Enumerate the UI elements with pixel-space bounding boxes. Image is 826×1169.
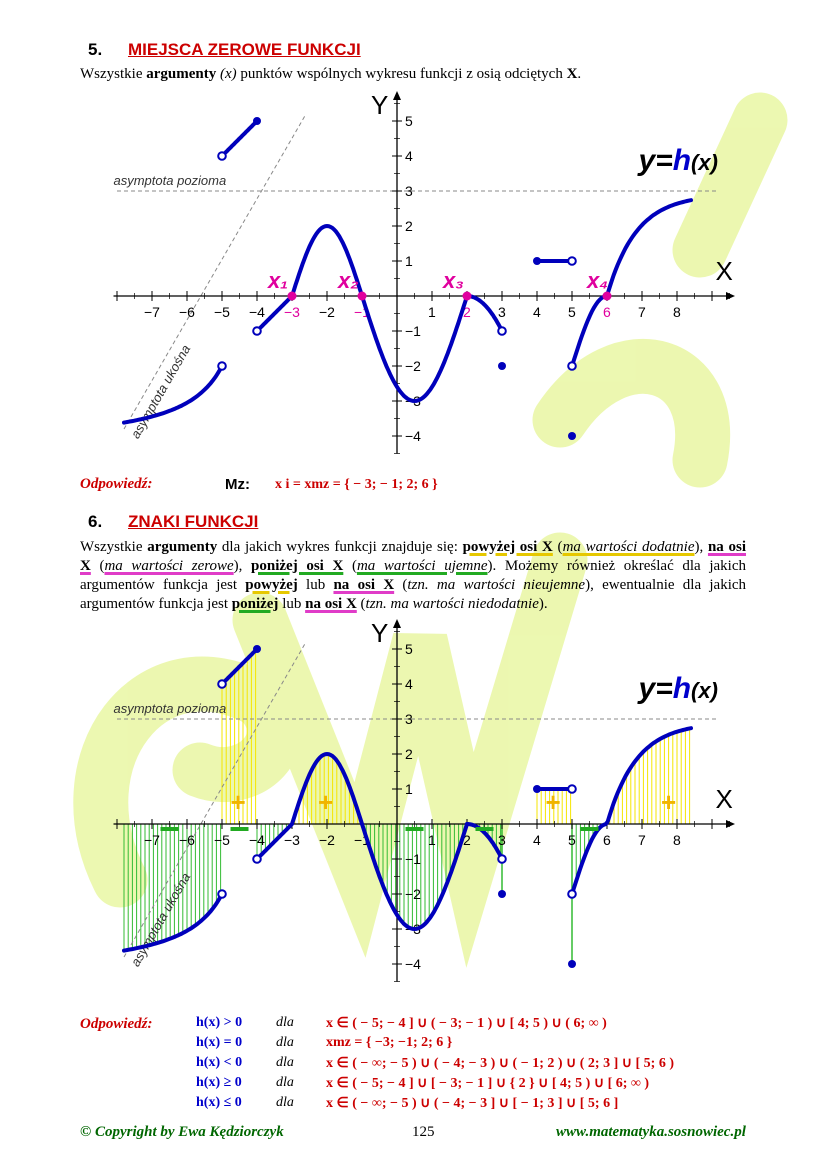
y-axis-arrow <box>393 619 401 628</box>
minus-sign <box>476 827 494 831</box>
plus-sign: + <box>318 787 334 817</box>
function-label <box>637 672 718 705</box>
zero-point <box>463 292 472 301</box>
plus-sign: + <box>545 787 561 817</box>
open-endpoint <box>568 785 576 793</box>
x-tick-label: 4 <box>533 832 541 848</box>
section6-text-segment: lub <box>297 577 334 593</box>
x-tick-label: −6 <box>179 304 195 320</box>
x-tick-label: 1 <box>428 832 436 848</box>
y-tick-label: 5 <box>405 113 413 129</box>
open-endpoint <box>253 327 261 335</box>
slant-asymptote <box>124 642 306 957</box>
y-tick-label: −3 <box>405 921 421 937</box>
closed-endpoint <box>253 645 261 653</box>
section6-text-segment: ( <box>394 577 408 593</box>
function-curve <box>362 824 467 929</box>
section5-title: MIEJSCA ZEROWE FUNKCJI <box>128 40 361 59</box>
x-tick-label: 5 <box>568 304 576 320</box>
y-tick-label: −1 <box>405 851 421 867</box>
y-tick-label: −4 <box>405 956 421 972</box>
horizontal-asymptote-label: asymptota pozioma <box>113 701 227 716</box>
x-tick-label: −3 <box>284 304 300 320</box>
x-tick-label: 7 <box>638 832 646 848</box>
y-tick-label: 4 <box>405 676 413 692</box>
x-tick-label: −3 <box>284 832 300 848</box>
answer6-condition: h(x) > 0 <box>196 1015 243 1030</box>
section6-text-segment: ( <box>552 539 563 555</box>
x-axis-arrow <box>726 292 735 300</box>
section6-text-segment: Wszystkie <box>80 539 148 555</box>
x-tick-label: 7 <box>638 304 646 320</box>
section6-text-segment: ma wartości zerowe <box>104 558 234 574</box>
x-tick-label: −2 <box>319 832 335 848</box>
closed-endpoint <box>533 785 541 793</box>
x-tick-label: −5 <box>214 832 230 848</box>
section6-text-segment: na osi X <box>305 596 357 612</box>
x-tick-label: 5 <box>568 832 576 848</box>
x-tick-label: 4 <box>533 304 541 320</box>
horizontal-asymptote-label: asymptota pozioma <box>113 173 227 188</box>
open-endpoint <box>253 855 261 863</box>
section6-text-segment: dla jakich wykres funkcji znajduje się: <box>217 539 463 555</box>
x-tick-label: 6 <box>603 304 611 320</box>
zero-point <box>358 292 367 301</box>
x-tick-label: 3 <box>498 832 506 848</box>
x-axis-label: X <box>715 256 733 286</box>
zero-point <box>288 292 297 301</box>
function-curve <box>362 296 467 401</box>
section6-text-segment: ma wartości dodatnie <box>562 539 695 555</box>
section6-text-segment: lub <box>278 596 306 612</box>
y-axis-arrow <box>393 91 401 100</box>
section6-text-segment: poniżej osi X <box>251 558 344 574</box>
section6-text-segment: tzn. ma wartości niedodatnie <box>365 596 539 612</box>
open-endpoint <box>568 257 576 265</box>
section6-paragraph <box>80 538 746 614</box>
section6-title: ZNAKI FUNKCJI <box>128 512 259 531</box>
answer6-dla: dla <box>276 1095 294 1110</box>
section5-number: 5. <box>88 40 103 59</box>
function-curve <box>257 754 362 859</box>
open-endpoint <box>498 855 506 863</box>
answer6-set: x ∈ ( − 5; − 4 ] ∪ [ − 3; − 1 ] ∪ { 2 } ∪ [ 4; 5 ) ∪ [ 6; ∞ ) <box>326 1076 650 1091</box>
section6-text-segment: powyżej osi X <box>462 539 553 555</box>
function-label-part: (x) <box>691 678 718 703</box>
y-tick-label: 5 <box>405 641 413 657</box>
closed-endpoint <box>498 890 506 898</box>
y-tick-label: −4 <box>405 428 421 444</box>
x-tick-label: −7 <box>144 304 160 320</box>
section6-text-segment: ma wartości ujemne <box>356 558 488 574</box>
function-label-part: = <box>655 672 673 705</box>
answer6-condition: h(x) < 0 <box>196 1055 243 1070</box>
function-label-part: = <box>655 144 673 177</box>
section6-text-segment: ), <box>694 539 708 555</box>
x-axis-arrow <box>726 820 735 828</box>
open-endpoint <box>218 680 226 688</box>
function-label-part: h <box>672 144 692 177</box>
minus-sign <box>581 827 599 831</box>
open-endpoint <box>218 890 226 898</box>
y-tick-label: −1 <box>405 323 421 339</box>
section6-text-segment: powyżej <box>245 577 298 593</box>
x-tick-label: 3 <box>498 304 506 320</box>
answer6-dla: dla <box>276 1015 294 1030</box>
answer6-set: xmz = { −3; −1; 2; 6 } <box>326 1035 453 1050</box>
answer6-dla: dla <box>276 1055 294 1070</box>
function-label-part: y <box>638 672 656 705</box>
zeros-graph <box>0 85 826 470</box>
footer-copyright: © Copyright by Ewa Kędziorczyk <box>80 1124 284 1140</box>
open-endpoint <box>218 152 226 160</box>
section6-text-segment: ( <box>356 596 366 612</box>
minus-sign <box>231 827 249 831</box>
answer6-set: x ∈ ( − ∞; − 5 ) ∪ ( − 4; − 3 ] ∪ [ − 1; 3 ] ∪ [ 5; 6 ] <box>326 1096 619 1111</box>
x-tick-label: −1 <box>354 304 370 320</box>
zero-label: x₄ <box>587 268 609 293</box>
y-tick-label: −2 <box>405 886 421 902</box>
slant-asymptote-label: asymptota ukośna <box>127 342 194 441</box>
answer6-condition: h(x) = 0 <box>196 1035 243 1050</box>
x-tick-label: 2 <box>463 304 471 320</box>
y-tick-label: 1 <box>405 253 413 269</box>
section6-text-segment: poniżej <box>231 596 279 612</box>
y-tick-label: 4 <box>405 148 413 164</box>
answer6-set: x ∈ ( − 5; − 4 ] ∪ ( − 3; − 1 ) ∪ [ 4; 5 ) ∪ ( 6; ∞ ) <box>326 1016 607 1031</box>
x-tick-label: 8 <box>673 832 681 848</box>
section6-text-segment: ), ewentualnie dla jakich argumentów funkcja jest <box>80 577 747 612</box>
footer-page-number: 125 <box>412 1124 435 1140</box>
answer5-label: Odpowiedź: <box>80 476 153 492</box>
section6-text-segment: na osi X <box>333 577 395 593</box>
x-tick-label: 2 <box>463 832 471 848</box>
signs-graph <box>0 612 826 1002</box>
section6-text-segment: ). Możemy również określać dla jakich argumentów funkcja jest <box>80 558 746 593</box>
function-curve <box>467 296 502 331</box>
answer6-label: Odpowiedź: <box>80 1016 153 1032</box>
answer5-expression: x i = xmz = { − 3; − 1; 2; 6 } <box>275 477 438 492</box>
closed-endpoint <box>568 960 576 968</box>
zero-label: x₁ <box>268 268 288 293</box>
answer6-condition: h(x) ≥ 0 <box>196 1075 242 1090</box>
x-tick-label: 1 <box>428 304 436 320</box>
y-tick-label: 3 <box>405 183 413 199</box>
open-endpoint <box>568 890 576 898</box>
x-tick-label: 6 <box>603 832 611 848</box>
y-tick-label: −2 <box>405 358 421 374</box>
minus-sign <box>406 827 424 831</box>
section6-text-segment: ), <box>233 558 252 574</box>
y-tick-label: 3 <box>405 711 413 727</box>
section6-text-segment: argumenty <box>147 539 218 555</box>
x-tick-label: −5 <box>214 304 230 320</box>
section6-number: 6. <box>88 512 103 531</box>
answer6-condition: h(x) ≤ 0 <box>196 1095 242 1110</box>
y-tick-label: −3 <box>405 393 421 409</box>
plus-sign: + <box>230 787 246 817</box>
x-axis-label: X <box>715 784 733 814</box>
open-endpoint <box>498 327 506 335</box>
open-endpoint <box>568 362 576 370</box>
plus-sign: + <box>661 787 677 817</box>
section6-text-segment: ( <box>343 558 357 574</box>
x-tick-label: −1 <box>354 832 370 848</box>
function-label-part: y <box>638 144 656 177</box>
function-label <box>637 144 718 177</box>
function-curve <box>222 121 257 156</box>
footer-url[interactable]: www.matematyka.sosnowiec.pl <box>556 1124 746 1140</box>
answer6-dla: dla <box>276 1075 294 1090</box>
function-label-part: h <box>672 672 692 705</box>
function-label-part: (x) <box>691 150 718 175</box>
section6-text-segment: tzn. ma wartości nieujemne <box>407 577 586 593</box>
section5-paragraph: Wszystkie argumenty (x) punktów wspólnych wykresu funkcji z osią odciętych X. <box>80 66 582 82</box>
section6-text-segment: ). <box>538 596 548 612</box>
minus-sign <box>161 827 179 831</box>
open-endpoint <box>218 362 226 370</box>
answer5-mz: Mz: <box>225 476 250 493</box>
section6-text-segment: ( <box>90 558 105 574</box>
slant-asymptote-label: asymptota ukośna <box>127 870 194 969</box>
x-tick-label: −4 <box>249 304 265 320</box>
x-tick-label: −4 <box>249 832 265 848</box>
closed-endpoint <box>498 362 506 370</box>
closed-endpoint <box>533 257 541 265</box>
zero-label: x₃ <box>443 268 464 293</box>
answer6-set: x ∈ ( − ∞; − 5 ) ∪ ( − 4; − 3 ) ∪ ( − 1; 2 ) ∪ ( 2; 3 ] ∪ [ 5; 6 ) <box>326 1056 674 1071</box>
zero-label: x₂ <box>338 268 359 293</box>
x-tick-label: 8 <box>673 304 681 320</box>
y-tick-label: 2 <box>405 746 413 762</box>
y-axis-label: Y <box>371 90 389 120</box>
y-tick-label: 2 <box>405 218 413 234</box>
x-tick-label: −2 <box>319 304 335 320</box>
closed-endpoint <box>568 432 576 440</box>
x-tick-label: −7 <box>144 832 160 848</box>
section6-text-segment: na osi X <box>80 539 747 574</box>
answer6-dla: dla <box>276 1035 294 1050</box>
x-tick-label: −6 <box>179 832 195 848</box>
y-axis-label: Y <box>371 618 389 648</box>
y-tick-label: 1 <box>405 781 413 797</box>
closed-endpoint <box>253 117 261 125</box>
